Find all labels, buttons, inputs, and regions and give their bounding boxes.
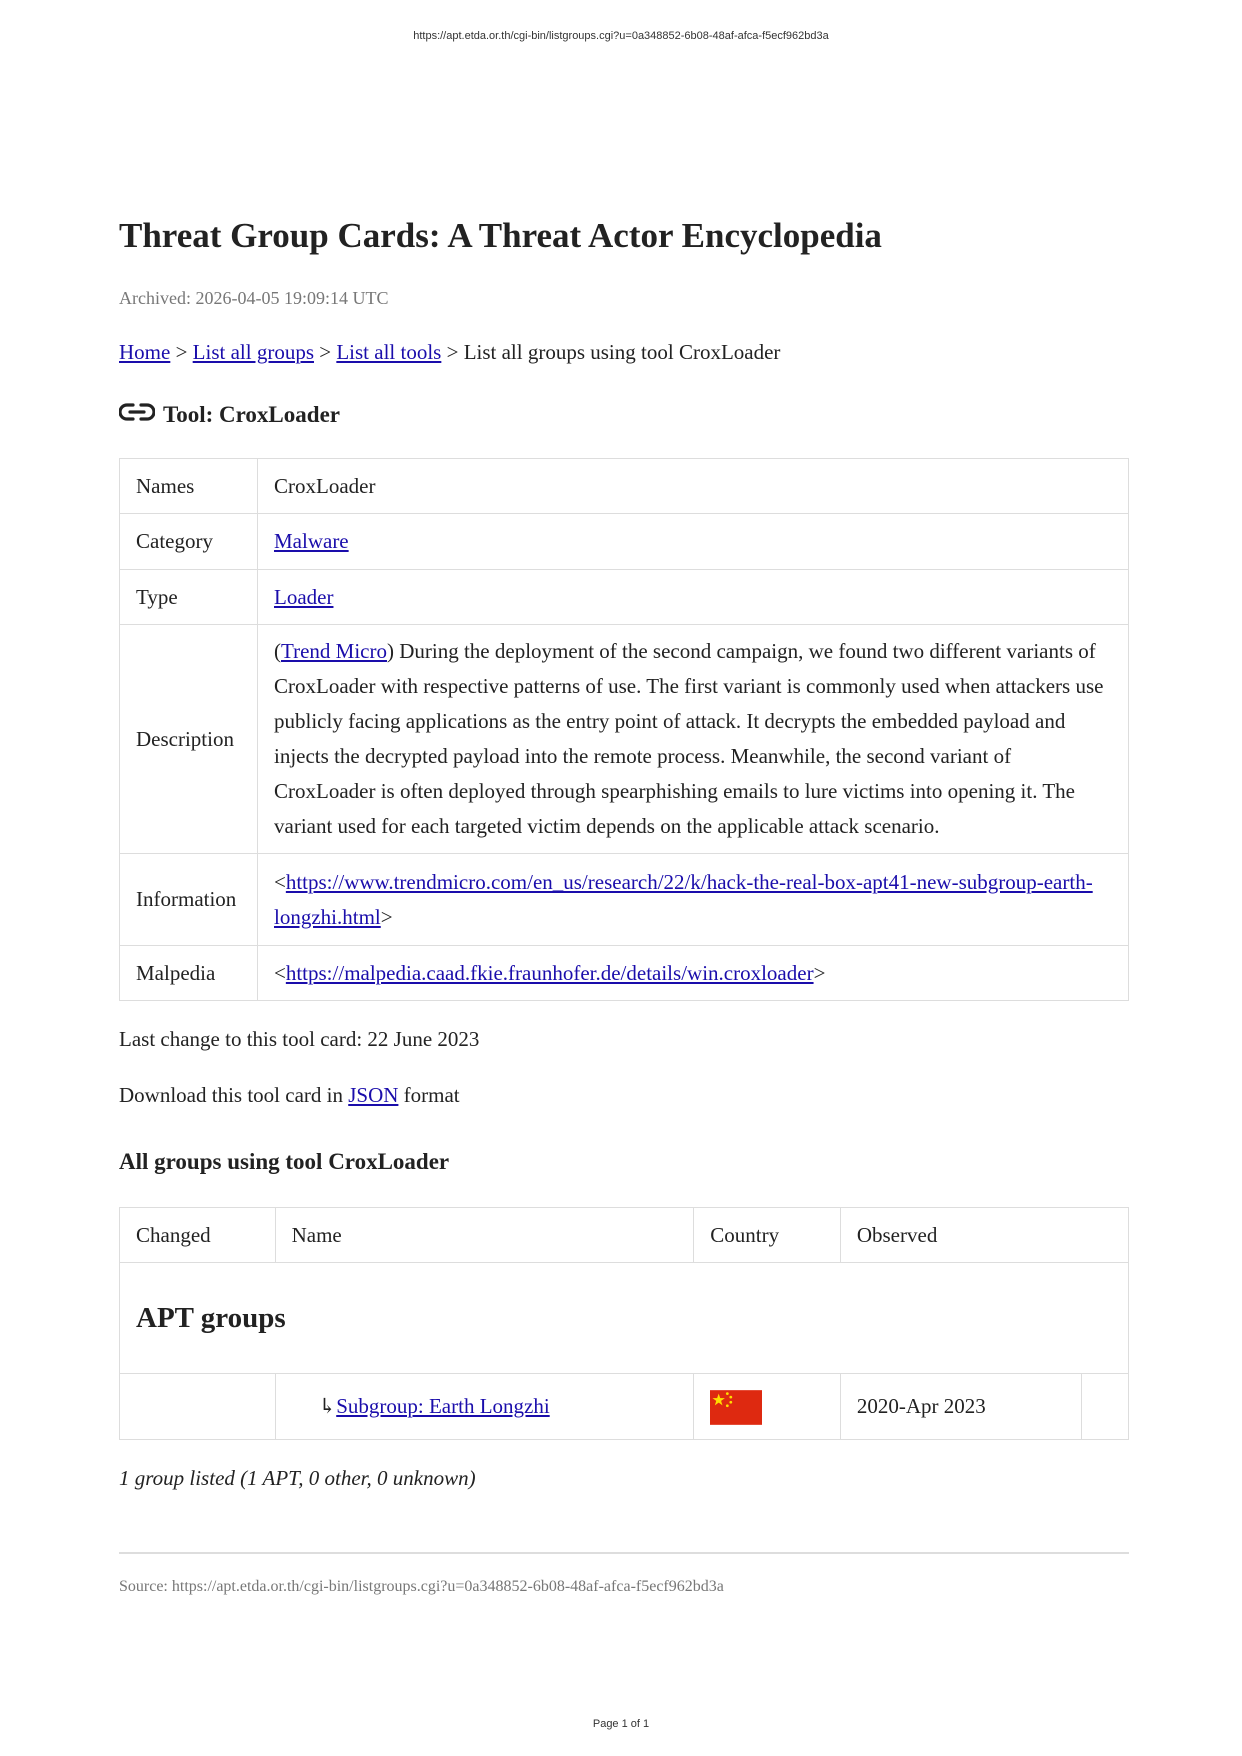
china-flag-icon	[710, 1390, 762, 1425]
json-download-link[interactable]: JSON	[348, 1083, 399, 1107]
table-row	[120, 625, 1129, 854]
subgroup-arrow-icon: ↳	[318, 1394, 337, 1418]
header-observed: Observed	[840, 1208, 1128, 1263]
table-row	[120, 570, 1129, 625]
name-cell	[275, 1374, 694, 1440]
breadcrumb	[119, 338, 1129, 366]
type-label: Type	[120, 570, 258, 625]
download-line	[119, 1081, 1129, 1109]
section-row	[120, 1263, 1129, 1374]
country-cell	[694, 1374, 841, 1440]
category-label: Category	[120, 514, 258, 570]
information-cell: <https://www.trendmicro.com/en_us/research/22/k/hack-the-real-box-apt41-new-subgroup-earth-longzhi.html>	[258, 854, 1129, 946]
source-url: Source: https://apt.etda.or.th/cgi-bin/listgroups.cgi?u=0a348852-6b08-48af-afca-f5ecf962bd3a	[119, 1578, 724, 1595]
tool-heading	[119, 400, 1129, 430]
breadcrumb-separator: >	[446, 340, 459, 364]
header-changed: Changed	[120, 1208, 276, 1263]
header-name: Name	[275, 1208, 694, 1263]
download-prefix: Download this tool card in	[119, 1083, 343, 1107]
print-header-url: https://apt.etda.or.th/cgi-bin/listgroups.cgi?u=0a348852-6b08-48af-afca-f5ecf962bd3a	[413, 30, 829, 42]
group-link[interactable]: Subgroup: Earth Longzhi	[336, 1394, 550, 1418]
groups-heading: All groups using tool CroxLoader	[119, 1149, 450, 1174]
last-change-text: Last change to this tool card: 22 June 2023	[119, 1027, 480, 1051]
breadcrumb-current: List all groups using tool CroxLoader	[463, 340, 781, 364]
page-number: Page 1 of 1	[592, 1718, 650, 1730]
table-row	[120, 459, 1129, 514]
tool-info-table	[119, 458, 1129, 1001]
names-label: Names	[120, 459, 258, 514]
information-label: Information	[120, 854, 258, 946]
page-content	[119, 212, 1129, 1598]
table-row	[120, 514, 1129, 570]
malpedia-link[interactable]: https://malpedia.caad.fkie.fraunhofer.de/details/win.croxloader	[285, 960, 814, 985]
footer-divider	[119, 1552, 1129, 1554]
table-row	[120, 1374, 1129, 1440]
category-cell	[258, 514, 1129, 570]
trend-micro-link[interactable]: Trend Micro	[281, 639, 387, 663]
breadcrumb-home-link[interactable]: Home	[119, 340, 171, 364]
names-value: CroxLoader	[258, 459, 1129, 514]
breadcrumb-separator: >	[319, 340, 332, 364]
type-cell	[258, 570, 1129, 625]
header-country: Country	[694, 1208, 841, 1263]
description-cell: (Trend Micro) During the deployment of the second campaign, we found two different variants of CroxLoader with respective patterns of use. The first variant is commonly used when attackers use publicly facing applications as the entry point of attack. It decrypts the embedded payload and injects the decrypted payload into the remote process. Meanwhile, the second variant of CroxLoader is often deployed through spearphishing emails to lure victims into opening it. The variant used for each targeted victim depends on the applicable attack scenario.	[258, 625, 1129, 854]
breadcrumb-separator: >	[175, 340, 188, 364]
changed-cell	[120, 1374, 276, 1440]
apt-groups-section: APT groups	[120, 1263, 1129, 1374]
malpedia-cell: <https://malpedia.caad.fkie.fraunhofer.de/details/win.croxloader>	[258, 946, 1129, 1001]
table-row	[120, 946, 1129, 1001]
tool-heading-text: Tool: CroxLoader	[163, 402, 340, 427]
archived-timestamp: Archived: 2026-04-05 19:09:14 UTC	[119, 288, 389, 308]
extra-cell	[1081, 1374, 1128, 1440]
type-link[interactable]: Loader	[274, 584, 334, 609]
observed-cell: 2020-Apr 2023	[840, 1374, 1081, 1440]
breadcrumb-tools-link[interactable]: List all tools	[336, 340, 442, 364]
category-link[interactable]: Malware	[274, 529, 349, 553]
groups-table	[119, 1207, 1129, 1440]
breadcrumb-groups-link[interactable]: List all groups	[192, 340, 314, 364]
groups-summary: 1 group listed (1 APT, 0 other, 0 unknown)	[119, 1466, 476, 1490]
description-text: During the deployment of the second campaign, we found two different variants of CroxLoader with respective patterns of use. The first variant is commonly used when attackers use publicly facing applications as the entry point of attack. It decrypts the embedded payload and injects the decrypted payload into the remote process. Meanwhile, the second variant of CroxLoader is often deployed through spearphishing emails to lure victims into opening it. The variant used for each targeted victim depends on the applicable attack scenario.	[274, 639, 1104, 838]
information-link[interactable]: https://www.trendmicro.com/en_us/research/22/k/hack-the-real-box-apt41-new-subgroup-earth-longzhi.html	[274, 869, 1093, 929]
table-header-row	[120, 1208, 1129, 1263]
download-suffix: format	[403, 1083, 460, 1107]
page-title: Threat Group Cards: A Threat Actor Encyclopedia	[119, 216, 882, 255]
description-label: Description	[120, 625, 258, 854]
malpedia-label: Malpedia	[120, 946, 258, 1001]
link-icon	[119, 402, 155, 422]
table-row	[120, 854, 1129, 946]
